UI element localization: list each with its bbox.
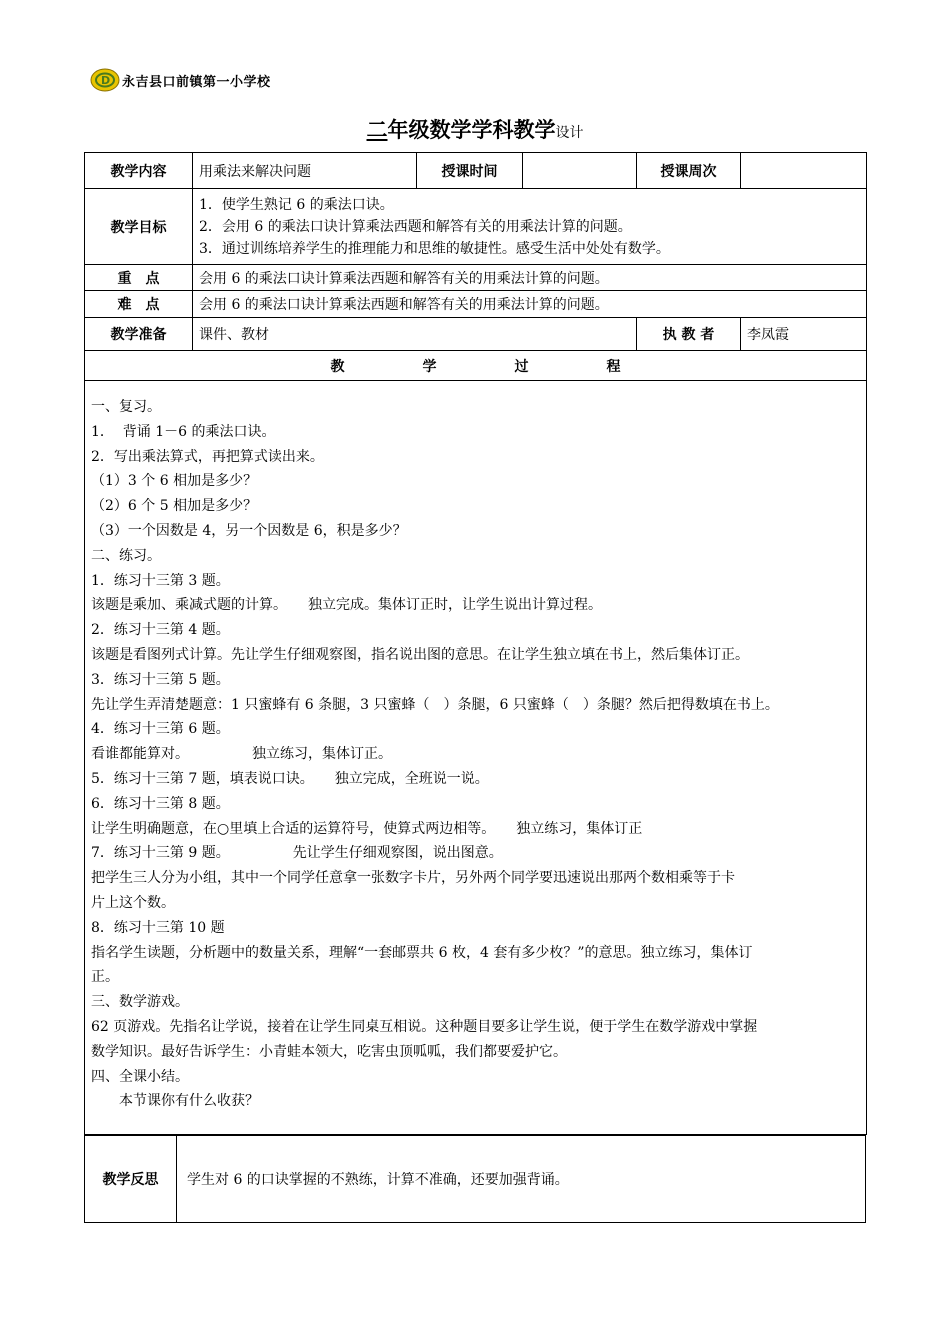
content-value: 用乘法来解决问题 bbox=[193, 153, 417, 189]
process-line: 二、练习。 bbox=[91, 547, 161, 564]
process-line: 6．练习十三第 8 题。 bbox=[91, 795, 230, 812]
info-row bbox=[85, 153, 867, 189]
process-line: 四、全课小结。 bbox=[91, 1068, 189, 1085]
title-suffix: 设计 bbox=[555, 125, 584, 141]
difficult-point-row bbox=[85, 291, 867, 318]
process-line: 把学生三人分为小组，其中一个同学任意拿一张数字卡片，另外两个同学要迅速说出那两个数相乘等于卡 bbox=[91, 870, 735, 887]
process-line: 该题是乘加、乘减式题的计算。 独立完成。集体订正时，让学生说出计算过程。 bbox=[91, 597, 602, 614]
process-line: 指名学生读题，分析题中的数量关系，理解“一套邮票共 6 枚，4 套有多少枚？”的意思。独立练习，集体订 bbox=[91, 944, 753, 961]
week-label: 授课周次 bbox=[637, 153, 741, 189]
process-line: 先让学生弄清楚题意：1 只蜜蜂有 6 条腿，3 只蜜蜂（ ）条腿，6 只蜜蜂（ ）条腿？然后把得数填在书上。 bbox=[91, 696, 779, 713]
goal-item: 3．通过训练培养学生的推理能力和思维的敏捷性。感受生活中处处有数学。 bbox=[199, 240, 670, 257]
process-line: 8．练习十三第 10 题 bbox=[91, 919, 225, 936]
school-name: 永吉县口前镇第一小学校 bbox=[122, 74, 271, 90]
school-header bbox=[90, 66, 271, 94]
week-value bbox=[741, 153, 867, 189]
process-body bbox=[85, 381, 867, 1135]
reflection-table bbox=[84, 1135, 866, 1223]
process-line: 1． 背诵 1－6 的乘法口诀。 bbox=[91, 423, 276, 440]
key-point-label: 重 点 bbox=[85, 265, 193, 291]
goals-label: 教学目标 bbox=[85, 189, 193, 265]
process-line: 数学知识。最好告诉学生：小青蛙本领大，吃害虫顶呱呱，我们都要爱护它。 bbox=[91, 1043, 567, 1060]
difficult-point-label: 难 点 bbox=[85, 291, 193, 318]
process-line: 一、复习。 bbox=[91, 399, 161, 415]
time-label: 授课时间 bbox=[417, 153, 523, 189]
process-heading: 教 学 过 程 bbox=[85, 351, 867, 381]
process-line: 该题是看图列式计算。先让学生仔细观察图，指名说出图的意思。在让学生独立填在书上，然后集体订正。 bbox=[91, 646, 749, 663]
process-line: 5．练习十三第 7 题，填表说口诀。 独立完成，全班说一说。 bbox=[91, 770, 489, 787]
process-line: 7．练习十三第 9 题。 先让学生仔细观察图，说出图意。 bbox=[91, 845, 503, 862]
process-line: 2．写出乘法算式，再把算式读出来。 bbox=[91, 448, 324, 465]
school-logo-icon bbox=[90, 67, 120, 93]
process-line: （2）6 个 5 相加是多少？ bbox=[91, 498, 258, 515]
lesson-plan-table bbox=[84, 152, 867, 1135]
teacher-label: 执 教 者 bbox=[637, 318, 741, 351]
svg-text:D: D bbox=[101, 74, 111, 87]
process-line: 本节课你有什么收获？ bbox=[91, 1093, 259, 1110]
goals-row bbox=[85, 189, 867, 265]
process-body-row bbox=[85, 381, 867, 1135]
time-value bbox=[523, 153, 637, 189]
preparation-row bbox=[85, 318, 867, 351]
content-label: 教学内容 bbox=[85, 153, 193, 189]
teacher-value: 李凤霞 bbox=[741, 318, 867, 351]
process-line: （3）一个因数是 4，另一个因数是 6，积是多少？ bbox=[91, 522, 407, 539]
process-heading-row bbox=[85, 351, 867, 381]
key-point-row bbox=[85, 265, 867, 291]
reflection-label: 教学反思 bbox=[85, 1136, 177, 1223]
reflection-value: 学生对 6 的口诀掌握的不熟练，计算不准确，还要加强背诵。 bbox=[177, 1136, 866, 1223]
process-line: 片上这个数。 bbox=[91, 894, 175, 911]
process-line: 正。 bbox=[91, 969, 119, 986]
key-point-value: 会用 6 的乘法口诀计算乘法西题和解答有关的用乘法计算的问题。 bbox=[193, 265, 867, 291]
goal-item: 2．会用 6 的乘法口诀计算乘法西题和解答有关的用乘法计算的问题。 bbox=[199, 218, 632, 235]
process-line: （1）3 个 6 相加是多少？ bbox=[91, 473, 258, 490]
preparation-value: 课件、教材 bbox=[193, 318, 637, 351]
preparation-label: 教学准备 bbox=[85, 318, 193, 351]
process-line: 1．练习十三第 3 题。 bbox=[91, 572, 230, 589]
process-line: 62 页游戏。先指名让学说，接着在让学生同桌互相说。这种题目要多让学生说，便于学生在数学游戏中掌握 bbox=[91, 1018, 758, 1035]
process-line: 2．练习十三第 4 题。 bbox=[91, 622, 230, 639]
process-line: 让学生明确题意，在○里填上合适的运算符号，使算式两边相等。 独立练习，集体订正 bbox=[91, 820, 643, 837]
process-line: 看谁都能算对。 独立练习，集体订正。 bbox=[91, 746, 392, 763]
goal-item: 1．使学生熟记 6 的乘法口诀。 bbox=[199, 196, 394, 213]
process-line: 三、数学游戏。 bbox=[91, 994, 189, 1011]
title-main: 年级数学学科教学 bbox=[387, 118, 556, 142]
grade-number: 二 bbox=[366, 118, 388, 142]
process-line: 3．练习十三第 5 题。 bbox=[91, 671, 230, 688]
process-line: 4．练习十三第 6 题。 bbox=[91, 721, 230, 738]
difficult-point-value: 会用 6 的乘法口诀计算乘法西题和解答有关的用乘法计算的问题。 bbox=[193, 291, 867, 318]
page-title bbox=[0, 114, 950, 144]
